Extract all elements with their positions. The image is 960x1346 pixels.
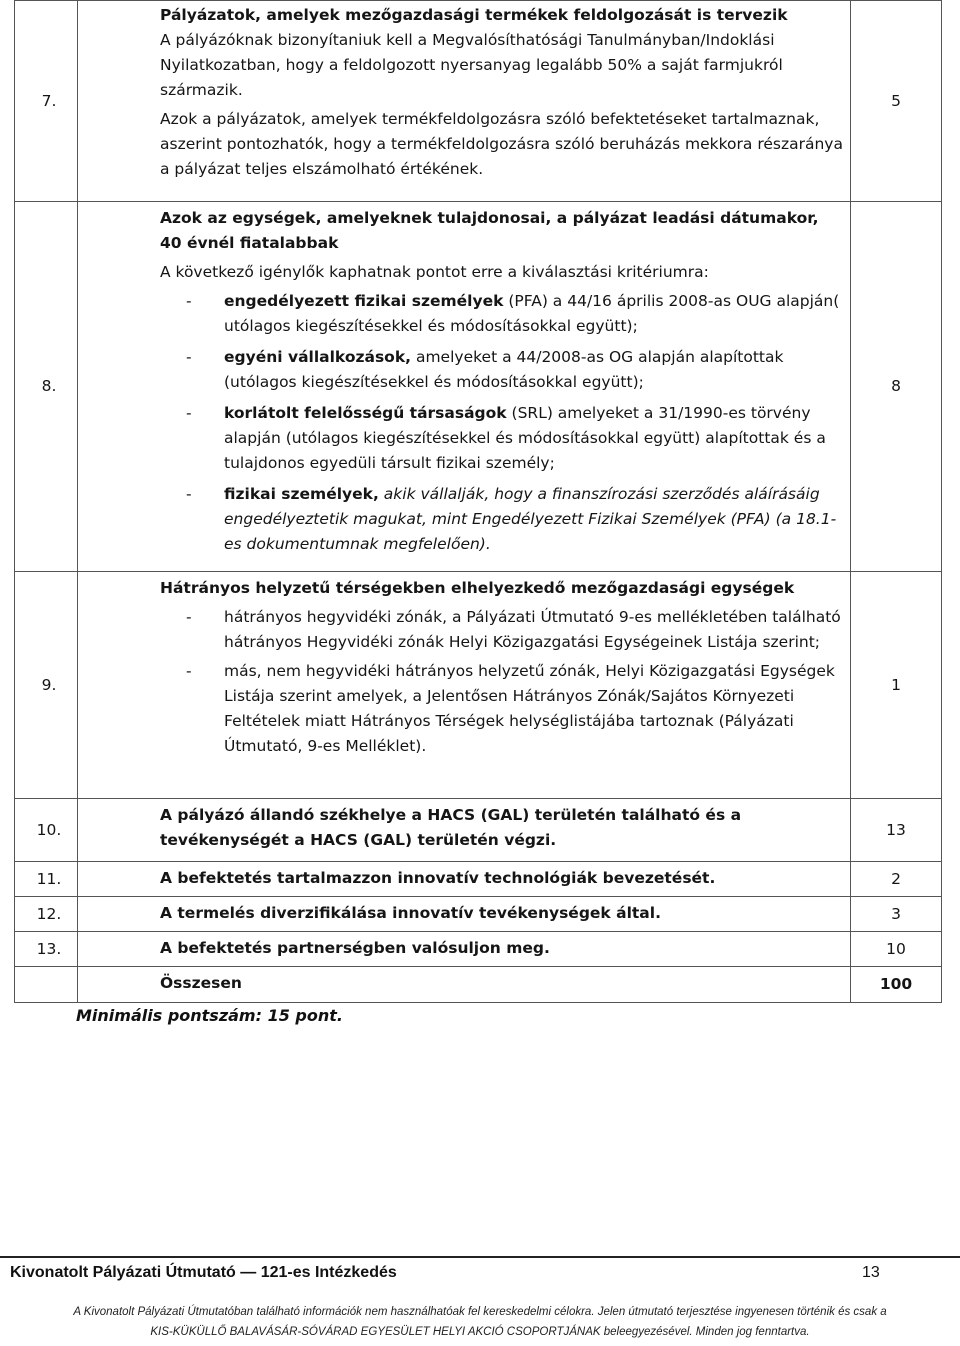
total-points: 100 xyxy=(851,967,942,1003)
criterion-title: A termelés diverzifikálása innovatív tevékenységek által. xyxy=(160,904,661,922)
criterion-intro: A következő igénylők kaphatnak pontot erre a kiválasztási kritériumra: xyxy=(160,263,709,281)
row-number: 13. xyxy=(15,932,78,967)
table-row xyxy=(15,862,942,897)
criterion-title: Hátrányos helyzetű térségekben elhelyezkedő mezőgazdasági egységek xyxy=(160,579,795,597)
row-number: 11. xyxy=(15,862,78,897)
table-row xyxy=(15,202,942,572)
footer-title: Kivonatolt Pályázati Útmutató — 121-es Intézkedés xyxy=(10,1264,397,1281)
total-label-cell xyxy=(78,967,851,1003)
row-number: 9. xyxy=(15,572,78,799)
points-cell: 3 xyxy=(851,897,942,932)
total-empty-cell xyxy=(15,967,78,1003)
row-number: 12. xyxy=(15,897,78,932)
points-cell: 1 xyxy=(851,572,942,799)
minimum-points-note: Minimális pontszám: 15 pont. xyxy=(76,1006,343,1025)
criterion-cell xyxy=(78,202,851,572)
footer-note-line: KIS-KÜKÜLLŐ BALAVÁSÁR-SÓVÁRAD EGYESÜLET HELYI AKCIÓ CSOPORTJÁNAK beleegyezésével. Minden jog fenntartva. xyxy=(150,1326,810,1338)
criterion-cell xyxy=(78,1,851,202)
criterion-paragraph: A pályázóknak bizonyítaniuk kell a Megvalósíthatósági Tanulmányban/Indoklási Nyilatkozatban, hogy a feldolgozott nyersanyag legalább 50% a saját farmjukról származik. xyxy=(160,31,783,99)
criterion-cell xyxy=(78,932,851,967)
criterion-title: A pályázó állandó székhelye a HACS (GAL) területén található és a tevékenységét a HACS (GAL) területén végzi. xyxy=(160,806,742,849)
list-item: - engedélyezett fizikai személyek (PFA) a 44/16 április 2008-as OUG alapján( utólagos kiegészítésekkel és módosításokkal együtt); xyxy=(186,292,840,335)
criteria-table xyxy=(14,0,942,1003)
total-row xyxy=(15,967,942,1003)
total-label: Összesen xyxy=(160,974,242,992)
footer-note-line: A Kivonatolt Pályázati Útmutatóban található információk nem használhatóak fel kereskedelmi célokra. Jelen útmutató terjesztése ingyenesen történik és csak a xyxy=(73,1306,887,1318)
table-row xyxy=(15,897,942,932)
criterion-title: A befektetés tartalmazzon innovatív technológiák bevezetését. xyxy=(160,869,716,887)
criterion-paragraph: Azok a pályázatok, amelyek termékfeldolgozásra szóló befektetéseket tartalmaznak, aszerint pontozhatók, hogy a termékfeldolgozásra szóló beruházás mekkora részaránya a pályázat teljes elszámolható értékének. xyxy=(160,110,843,178)
points-cell: 10 xyxy=(851,932,942,967)
points-cell: 2 xyxy=(851,862,942,897)
criterion-cell xyxy=(78,799,851,862)
criterion-title: A befektetés partnerségben valósuljon meg. xyxy=(160,939,550,957)
table-row xyxy=(15,932,942,967)
list-item: - fizikai személyek, akik vállalják, hogy a finanszírozási szerződés aláírásáig engedélyeztetik magukat, mint Engedélyezett Fizikai Személyek (PFA) (a 18.1-es dokumentumnak megfelelően). xyxy=(186,485,837,553)
row-number: 7. xyxy=(15,1,78,202)
list-item: - hátrányos hegyvidéki zónák, a Pályázati Útmutató 9-es mellékletében található hátrányos Hegyvidéki zónák Helyi Közigazgatási Egységeinek Listája szerint; xyxy=(186,608,841,651)
criterion-title: Pályázatok, amelyek mezőgazdasági termékek feldolgozását is tervezik xyxy=(160,6,788,24)
row-number: 8. xyxy=(15,202,78,572)
points-cell: 5 xyxy=(851,1,942,202)
table-row xyxy=(15,1,942,202)
row-number: 10. xyxy=(15,799,78,862)
criterion-cell xyxy=(78,897,851,932)
criterion-title: Azok az egységek, amelyeknek tulajdonosai, a pályázat leadási dátumakor, 40 évnél fiatalabbak xyxy=(160,209,819,252)
criterion-cell xyxy=(78,572,851,799)
points-cell: 13 xyxy=(851,799,942,862)
footer-divider xyxy=(0,1256,960,1258)
list-item: - egyéni vállalkozások, amelyeket a 44/2008-as OG alapján alapítottak (utólagos kiegészítésekkel és módosításokkal együtt); xyxy=(186,348,784,391)
list-item: - más, nem hegyvidéki hátrányos helyzetű zónák, Helyi Közigazgatási Egységek Listája szerint amelyek, a Jelentősen Hátrányos Zónák/Sajátos Környezeti Feltételek miatt Hátrányos Térségek helységlistájába tartoznak (Pályázati Útmutató, 9-es Melléklet). xyxy=(186,662,835,755)
points-cell: 8 xyxy=(851,202,942,572)
table-row xyxy=(15,572,942,799)
table-row xyxy=(15,799,942,862)
list-item: - korlátolt felelősségű társaságok (SRL) amelyeket a 31/1990-es törvény alapján (utólagos kiegészítésekkel és módosításokkal együtt) alapítottak és a tulajdonos egyedüli társult fizikai személy; xyxy=(186,404,826,472)
criterion-cell xyxy=(78,862,851,897)
footer-page-number: 13 xyxy=(862,1264,880,1281)
